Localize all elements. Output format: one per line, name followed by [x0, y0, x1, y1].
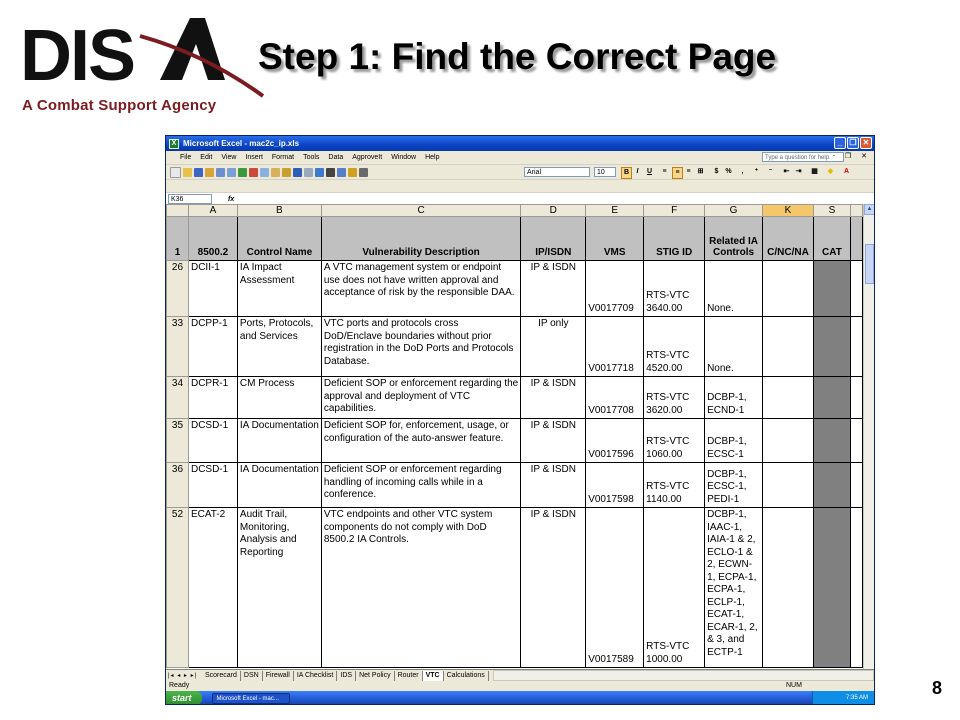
menu-bar: [166, 151, 874, 165]
window-titlebar[interactable]: [166, 136, 874, 151]
open-icon[interactable]: [183, 168, 192, 177]
sheet-tab-firewall[interactable]: Firewall: [263, 671, 294, 681]
page-number: 8: [931, 678, 942, 698]
tab-scroll-controls[interactable]: |◂ ◂ ▸ ▸|: [168, 673, 198, 679]
cell-vms[interactable]: V0017708: [586, 377, 644, 419]
menu-edit[interactable]: Edit: [200, 154, 213, 161]
header-cell[interactable]: Related IA Controls: [705, 217, 763, 261]
spreadsheet-grid: [166, 204, 863, 669]
merge-center-icon[interactable]: ⊞: [697, 168, 704, 175]
disa-logo-graphic: [20, 14, 265, 102]
cell-stig-id[interactable]: RTS-VTC 3620.00: [644, 377, 705, 419]
column-header-row: [167, 205, 863, 217]
status-bar: [166, 681, 874, 691]
cell-vuln-description[interactable]: Deficient SOP for, enforcement, usage, or configuration of the auto-answer feature.: [321, 419, 520, 463]
header-cell[interactable]: STIG ID: [644, 217, 705, 261]
name-box[interactable]: K36: [168, 194, 212, 204]
sheet-tab-bar: [166, 669, 874, 681]
cell-8500[interactable]: DCII-1: [188, 261, 237, 317]
increase-decimal-icon[interactable]: ⁺: [754, 168, 759, 175]
cell-cncna[interactable]: [763, 463, 814, 508]
menu-tools[interactable]: Tools: [303, 154, 320, 161]
windows-taskbar: [166, 691, 874, 705]
disa-logo: [20, 14, 265, 102]
cell-vuln-description[interactable]: A VTC management system or endpoint use does not have written approval and acceptance of risk by the responsible DAA.: [321, 261, 520, 317]
save-icon[interactable]: [194, 168, 203, 177]
cell-stig-id[interactable]: RTS-VTC 1000.00: [644, 508, 705, 668]
cell-ip-isdn[interactable]: IP & ISDN: [521, 261, 586, 317]
decrease-indent-icon[interactable]: ⇤: [783, 168, 790, 175]
slide-title: Step 1: Find the Correct Page: [258, 36, 777, 77]
cell-8500[interactable]: DCPR-1: [188, 377, 237, 419]
sheet-tab-ids[interactable]: IDS: [337, 671, 356, 681]
status-ready: Ready: [169, 682, 190, 689]
cell-vuln-description[interactable]: VTC endpoints and other VTC system components do not comply with DoD 8500.2 IA Controls.: [321, 508, 520, 668]
copy-icon[interactable]: [260, 168, 269, 177]
table-row: [167, 317, 863, 377]
menu-data[interactable]: Data: [328, 154, 344, 161]
cell-cat[interactable]: [813, 463, 850, 508]
agency-tagline: A Combat Support Agency: [22, 97, 217, 114]
scroll-up-icon[interactable]: ▲: [864, 204, 875, 215]
cell-ip-isdn[interactable]: IP & ISDN: [521, 463, 586, 508]
vertical-scrollbar[interactable]: [863, 204, 875, 669]
taskbar-excel-item[interactable]: Microsoft Excel - mac...: [212, 693, 290, 704]
autosum-icon[interactable]: [326, 168, 335, 177]
menu-format[interactable]: Format: [271, 154, 295, 161]
standard-toolbar: [166, 165, 874, 180]
align-left-icon[interactable]: ≡: [662, 168, 667, 175]
workbook-controls[interactable]: - ❐ ✕: [832, 153, 871, 160]
row-number[interactable]: 1: [167, 217, 189, 261]
menu-help[interactable]: Help: [425, 154, 440, 161]
table-row: [167, 463, 863, 508]
fill-color-icon[interactable]: ◆: [827, 168, 834, 175]
minimize-button[interactable]: _: [834, 137, 846, 149]
cell-ip-isdn[interactable]: IP only: [521, 317, 586, 377]
cell-vuln-description[interactable]: Deficient SOP or enforcement regarding handling of incoming calls while in a conference.: [321, 463, 520, 508]
sheet-tab-router[interactable]: Router: [395, 671, 423, 681]
excel-window: [165, 135, 875, 705]
restore-button[interactable]: ❐: [847, 137, 859, 149]
zoom-icon[interactable]: [359, 168, 368, 177]
header-cell[interactable]: C/NC/NA: [763, 217, 814, 261]
hyperlink-icon[interactable]: [315, 168, 324, 177]
percent-icon[interactable]: %: [725, 168, 732, 175]
horizontal-scrollbar[interactable]: [493, 670, 874, 681]
cell-cat[interactable]: [813, 419, 850, 463]
cell-cat[interactable]: [813, 317, 850, 377]
status-num-lock: NUM: [786, 682, 802, 689]
cell-vms[interactable]: V0017709: [586, 261, 644, 317]
align-center-icon[interactable]: ≡: [672, 167, 683, 179]
cell-related-ia[interactable]: None.: [705, 261, 763, 317]
header-cell[interactable]: CAT: [813, 217, 850, 261]
column-header[interactable]: D: [521, 205, 586, 217]
cell-ip-isdn[interactable]: IP & ISDN: [521, 377, 586, 419]
sheet-tab-scorecard[interactable]: Scorecard: [202, 671, 241, 681]
sheet-tab-vtc[interactable]: VTC: [423, 671, 444, 681]
cell-vuln-description[interactable]: VTC ports and protocols cross DoD/Enclave boundaries without prior registration in the DoD Ports and Protocols Database.: [321, 317, 520, 377]
select-all-corner[interactable]: [167, 205, 189, 217]
table-header-row: [167, 217, 863, 261]
decrease-decimal-icon[interactable]: ⁻: [768, 168, 773, 175]
cell-control-name[interactable]: IA Documentation: [237, 419, 321, 463]
font-color-icon[interactable]: A: [843, 168, 850, 175]
font-name-select[interactable]: Arial: [524, 167, 590, 177]
cell-cat[interactable]: [813, 377, 850, 419]
cell-stig-id[interactable]: RTS-VTC 3640.00: [644, 261, 705, 317]
cell-cncna[interactable]: [763, 317, 814, 377]
underline-button[interactable]: U: [646, 168, 653, 175]
cell-vms[interactable]: V0017596: [586, 419, 644, 463]
format-painter-icon[interactable]: [282, 168, 291, 177]
row-number[interactable]: 35: [167, 419, 189, 463]
cell-stig-id[interactable]: RTS-VTC 4520.00: [644, 317, 705, 377]
permission-icon[interactable]: [205, 168, 214, 177]
start-button[interactable]: start: [166, 691, 202, 705]
window-title: Microsoft Excel - mac2c_ip.xls: [183, 139, 300, 148]
table-row: [167, 377, 863, 419]
currency-icon[interactable]: $: [714, 168, 719, 175]
font-size-select[interactable]: 10: [594, 167, 616, 177]
cell-empty[interactable]: [850, 377, 862, 419]
column-header[interactable]: S: [813, 205, 850, 217]
cell-related-ia[interactable]: None.: [705, 317, 763, 377]
header-cell[interactable]: IP/ISDN: [521, 217, 586, 261]
cell-stig-id[interactable]: RTS-VTC 1140.00: [644, 463, 705, 508]
header-cell[interactable]: 8500.2: [188, 217, 237, 261]
row-number[interactable]: 34: [167, 377, 189, 419]
sheet-tab-ia-checklist[interactable]: IA Checklist: [294, 671, 338, 681]
cell-ip-isdn[interactable]: IP & ISDN: [521, 419, 586, 463]
cell-8500[interactable]: DCSD-1: [188, 463, 237, 508]
cell-cncna[interactable]: [763, 377, 814, 419]
row-number[interactable]: 52: [167, 508, 189, 668]
row-number[interactable]: 26: [167, 261, 189, 317]
cell-empty[interactable]: [850, 508, 862, 668]
cell-cat[interactable]: [813, 508, 850, 668]
fx-icon[interactable]: fx: [228, 195, 235, 203]
secondary-toolbar: [166, 180, 874, 193]
cell-cncna[interactable]: [763, 261, 814, 317]
header-cell[interactable]: VMS: [586, 217, 644, 261]
cell-cncna[interactable]: [763, 508, 814, 668]
cell-related-ia[interactable]: DCBP-1, IAAC-1, IAIA-1 & 2, ECLO-1 & 2, ECWN-1, ECPA-1, ECPA-1, ECLP-1, ECAT-1, ECAR-1, 2, & 3, and ECTP-1: [705, 508, 763, 668]
sort-icon[interactable]: [337, 168, 346, 177]
cell-vms[interactable]: V0017589: [586, 508, 644, 668]
spelling-icon[interactable]: [238, 168, 247, 177]
cell-related-ia[interactable]: DCBP-1, ECSC-1: [705, 419, 763, 463]
cell-control-name[interactable]: IA Documentation: [237, 463, 321, 508]
menu-insert[interactable]: Insert: [245, 154, 263, 161]
column-header[interactable]: [850, 205, 862, 217]
menu-window[interactable]: Window: [391, 154, 417, 161]
cell-control-name[interactable]: Ports, Protocols, and Services: [237, 317, 321, 377]
menu-view[interactable]: View: [221, 154, 237, 161]
menu-file[interactable]: File: [180, 154, 192, 161]
sheet-table: [166, 204, 863, 668]
print-icon[interactable]: [216, 168, 225, 177]
cell-cat[interactable]: [813, 261, 850, 317]
sheet-tab-calculations[interactable]: Calculations: [444, 671, 489, 681]
align-right-icon[interactable]: ≡: [686, 168, 691, 175]
cell-8500[interactable]: DCSD-1: [188, 419, 237, 463]
new-icon[interactable]: [170, 167, 181, 178]
cell-cncna[interactable]: [763, 419, 814, 463]
menu-agproveit[interactable]: AgproveIt: [352, 154, 383, 161]
column-header[interactable]: A: [188, 205, 237, 217]
column-header[interactable]: E: [586, 205, 644, 217]
system-tray-clock: 7:35 AM: [812, 691, 874, 705]
header-cell[interactable]: Vulnerability Description: [321, 217, 520, 261]
svg-text:DIS: DIS: [20, 16, 135, 96]
comma-icon[interactable]: ,: [741, 168, 744, 175]
table-row: [167, 508, 863, 668]
cell-vms[interactable]: V0017598: [586, 463, 644, 508]
redo-icon[interactable]: [304, 168, 313, 177]
cell-vms[interactable]: V0017718: [586, 317, 644, 377]
sheet-tab-dsn[interactable]: DSN: [241, 671, 263, 681]
cell-related-ia[interactable]: DCBP-1, ECSC-1, PEDI-1: [705, 463, 763, 508]
cell-control-name[interactable]: IA Impact Assessment: [237, 261, 321, 317]
cell-related-ia[interactable]: DCBP-1, ECND-1: [705, 377, 763, 419]
column-header[interactable]: F: [644, 205, 705, 217]
cell-empty[interactable]: [850, 261, 862, 317]
cut-icon[interactable]: [249, 168, 258, 177]
header-cell[interactable]: [850, 217, 862, 261]
excel-app-icon: X: [169, 139, 179, 149]
increase-indent-icon[interactable]: ⇥: [795, 168, 802, 175]
cell-stig-id[interactable]: RTS-VTC 1060.00: [644, 419, 705, 463]
undo-icon[interactable]: [293, 168, 302, 177]
table-row: [167, 261, 863, 317]
print-preview-icon[interactable]: [227, 168, 236, 177]
cell-vuln-description[interactable]: Deficient SOP or enforcement regarding the approval and deployment of VTC capabilities.: [321, 377, 520, 419]
cell-control-name[interactable]: Audit Trail, Monitoring, Analysis and Reporting: [237, 508, 321, 668]
cell-control-name[interactable]: CM Process: [237, 377, 321, 419]
scroll-thumb[interactable]: [865, 244, 874, 284]
italic-button[interactable]: I: [636, 168, 639, 175]
column-header[interactable]: B: [237, 205, 321, 217]
paste-icon[interactable]: [271, 168, 280, 177]
borders-icon[interactable]: ▦: [811, 168, 818, 175]
column-header[interactable]: C: [321, 205, 520, 217]
cell-empty[interactable]: [850, 419, 862, 463]
table-row: [167, 419, 863, 463]
row-number[interactable]: 36: [167, 463, 189, 508]
cell-empty[interactable]: [850, 317, 862, 377]
sheet-tab-net-policy[interactable]: Net Policy: [356, 671, 395, 681]
column-header[interactable]: G: [705, 205, 763, 217]
header-cell[interactable]: Control Name: [237, 217, 321, 261]
close-button[interactable]: ✕: [860, 137, 872, 149]
ask-question-box[interactable]: Type a question for help: [762, 152, 844, 162]
column-header-selected[interactable]: K: [763, 205, 814, 217]
bold-button[interactable]: B: [621, 167, 632, 179]
cell-ip-isdn[interactable]: IP & ISDN: [521, 508, 586, 668]
cell-empty[interactable]: [850, 463, 862, 508]
cell-8500[interactable]: DCPP-1: [188, 317, 237, 377]
chart-icon[interactable]: [348, 168, 357, 177]
row-number[interactable]: 33: [167, 317, 189, 377]
cell-8500[interactable]: ECAT-2: [188, 508, 237, 668]
